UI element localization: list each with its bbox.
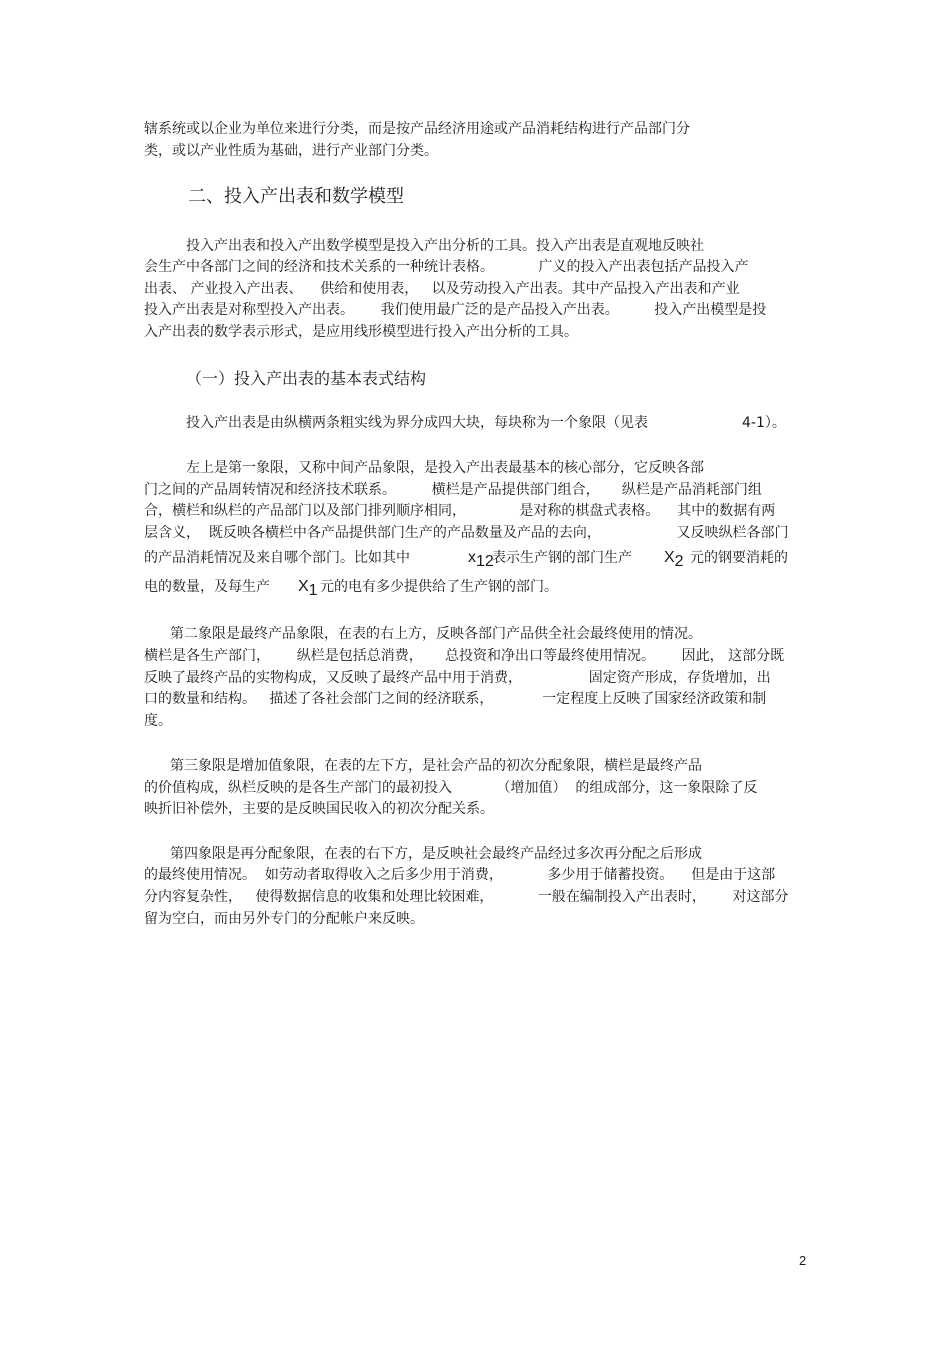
p3-line-6-part-b: 元的电有多少提供给了生产钢的部门。 xyxy=(320,579,558,595)
p3-line-5-var1 xyxy=(468,549,494,571)
table-reference: 4-1）。 xyxy=(742,415,786,431)
var-X2-subscript: 2 xyxy=(674,552,684,570)
p1-line-3: 出表、 产业投入产出表、 供给和使用表， 以及劳动投入产出表。其中产品投入产出表和产业 xyxy=(144,281,740,297)
p4-line-5: 度。 xyxy=(144,713,172,729)
p5-line-2: 的价值构成，纵栏反映的是各生产部门的最初投入 （增加值） 的组成部分，这一象限除了反 xyxy=(144,780,758,796)
p5-line-1: 第三象限是增加值象限，在表的左下方，是社会产品的初次分配象限，横栏是最终产品 xyxy=(170,758,702,774)
p3-line-1: 左上是第一象限，又称中间产品象限，是投入产出表最基本的核心部分，它反映各部 xyxy=(186,460,704,476)
p5-line-3: 映折旧补偿外，主要的是反映国民收入的初次分配关系。 xyxy=(144,801,494,817)
p3-line-6-var xyxy=(298,578,318,600)
p1-line-1: 投入产出表和投入产出数学模型是投入产出分析的工具。投入产出表是直观地反映社 xyxy=(186,238,704,254)
p1-line-4: 投入产出表是对称型投入产出表。 我们使用最广泛的是产品投入产出表。 投入产出模型是投 xyxy=(144,302,767,318)
intro-line-1: 辖系统或以企业为单位来进行分类，而是按产品经济用途或产品消耗结构进行产品部门分 xyxy=(144,121,690,137)
p6-line-3: 分内容复杂性， 使得数据信息的收集和处理比较困难， 一般在编制投入产出表时， 对这部分 xyxy=(144,889,789,905)
p1-line-5: 入产出表的数学表示形式，是应用线形模型进行投入产出分析的工具。 xyxy=(144,324,578,340)
intro-line-2: 类，或以产业性质为基础，进行产业部门分类。 xyxy=(144,143,438,159)
p2-line: 投入产出表是由纵横两条粗实线为界分成四大块，每块称为一个象限（见表 xyxy=(186,415,648,431)
p3-line-6-part-a: 电的数量，及每生产 xyxy=(144,579,270,595)
sub-heading: （一）投入产出表的基本表式结构 xyxy=(186,369,427,388)
var-X1-subscript: 1 xyxy=(308,581,318,599)
var-X2: X xyxy=(664,549,675,566)
p4-line-4: 口的数量和结构。 描述了各社会部门之间的经济联系， 一定程度上反映了国家经济政策和制 xyxy=(144,691,767,707)
p4-line-3: 反映了最终产品的实物构成，又反映了最终产品中用于消费， 固定资产形成，存货增加，出 xyxy=(144,670,771,686)
p6-line-1: 第四象限是再分配象限，在表的右下方，是反映社会最终产品经过多次再分配之后形成 xyxy=(170,846,702,862)
section-heading: 二、投入产出表和数学模型 xyxy=(188,186,404,207)
p3-line-4: 层含义， 既反映各横栏中各产品提供部门生产的产品数量及产品的去向， 又反映纵栏各部门 xyxy=(144,525,789,541)
p4-line-1: 第二象限是最终产品象限，在表的右上方，反映各部门产品供全社会最终使用的情况。 xyxy=(170,626,702,642)
p3-line-2: 门之间的产品周转情况和经济技术联系。 横栏是产品提供部门组合， 纵栏是产品消耗部门组 xyxy=(144,482,762,498)
p3-line-5-part-a: 的产品消耗情况及来自哪个部门。比如其中 xyxy=(144,550,410,566)
var-x: x xyxy=(468,549,476,566)
p3-line-5-part-b: 表示生产钢的部门生产 xyxy=(492,550,632,566)
var-x-subscript: 12 xyxy=(476,552,494,570)
p6-line-4: 留为空白，而由另外专门的分配帐户来反映。 xyxy=(144,911,424,927)
p4-line-2: 横栏是各生产部门， 纵栏是包括总消费， 总投资和净出口等最终使用情况。 因此， 这部分既 xyxy=(144,648,785,664)
p1-line-2: 会生产中各部门之间的经济和技术关系的一种统计表格。 广义的投入产出表包括产品投入产 xyxy=(144,259,749,275)
p3-line-5-part-c: 元的钢要消耗的 xyxy=(690,550,788,566)
page-number: 2 xyxy=(799,1253,807,1268)
p3-line-3: 合，横栏和纵栏的产品部门以及部门排列顺序相同， 是对称的棋盘式表格。 其中的数据有两 xyxy=(144,503,776,519)
p3-line-5 xyxy=(144,549,410,567)
var-X1: X xyxy=(298,578,309,595)
p6-line-2: 的最终使用情况。 如劳动者取得收入之后多少用于消费， 多少用于储蓄投资。 但是由于这部 xyxy=(144,867,776,883)
p3-line-5-var2 xyxy=(664,549,684,571)
